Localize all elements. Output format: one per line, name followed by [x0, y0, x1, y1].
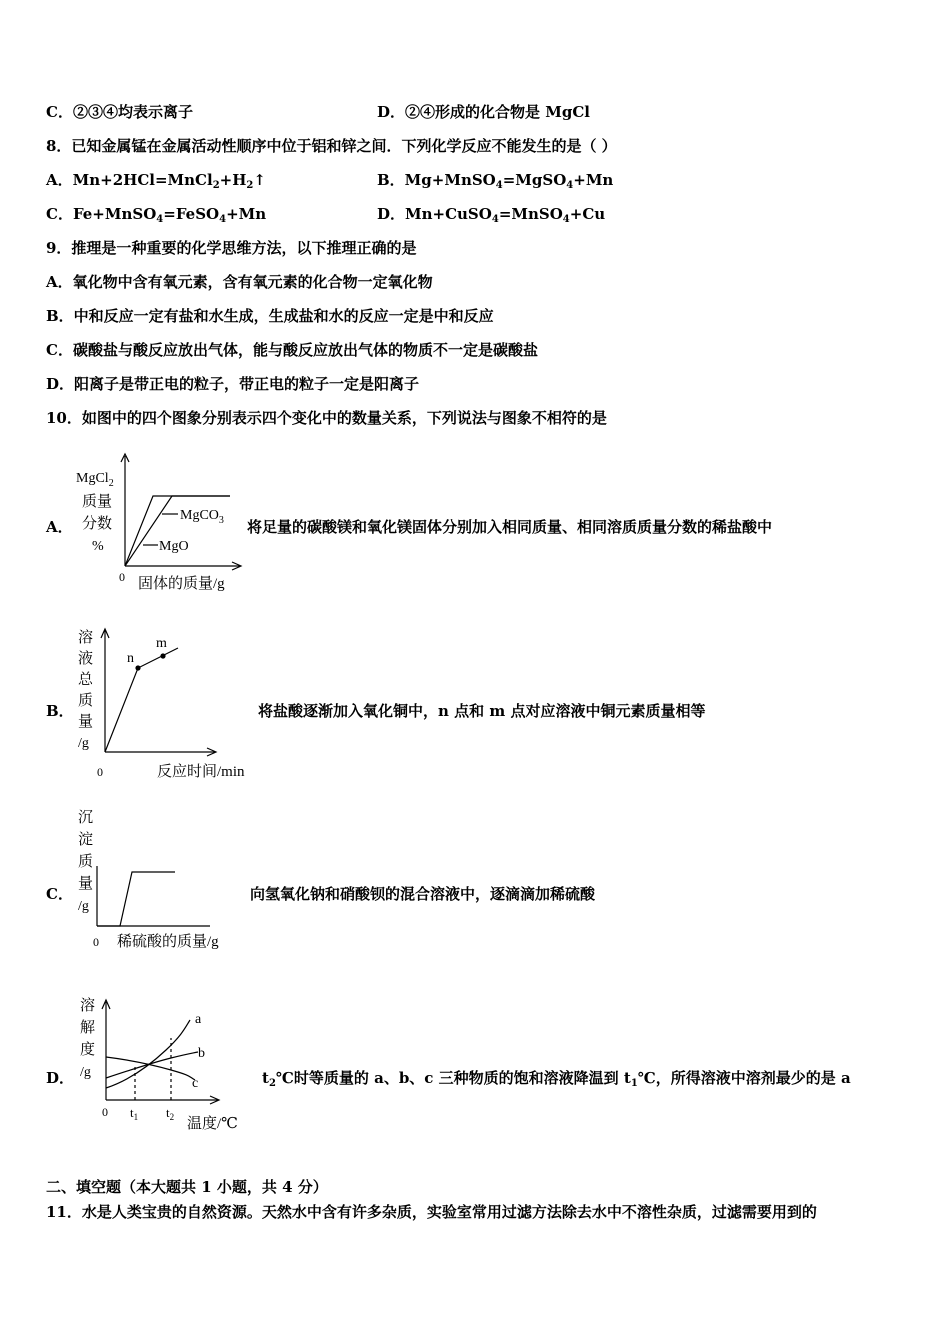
graph-b-ylabel-4: 质	[78, 693, 94, 709]
q9-stem: 9．推理是一种重要的化学思维方法，以下推理正确的是	[46, 239, 417, 257]
graph-c-ylabel-4: 量	[78, 876, 94, 892]
graph-d-ylabel-4: /g	[80, 1065, 91, 1080]
q10-graph-a	[70, 448, 248, 596]
q10-option-b-desc: 将盐酸逐渐加入氧化铜中，n 点和 m 点对应溶液中铜元素质量相等	[258, 702, 706, 720]
graph-c-ylabel-5: /g	[78, 899, 89, 914]
graph-c-ylabel-2: 淀	[78, 832, 94, 848]
graph-d-ylabel-2: 解	[80, 1020, 96, 1036]
q8-option-c: C．Fe+MnSO$_4$=FeSO$_4$+Mn	[46, 205, 267, 225]
q8-option-b: B．Mg+MnSO$_4$=MgSO$_4$+Mn	[377, 171, 614, 191]
graph-d-label-a: a	[195, 1012, 202, 1027]
graph-d-label-c: c	[192, 1076, 199, 1091]
graph-c-xlabel: 稀硫酸的质量/g	[117, 934, 219, 950]
graph-a-series-mgo: MgO	[159, 539, 189, 554]
graph-c-origin: 0	[93, 935, 99, 949]
q8-option-d: D．Mn+CuSO$_4$=MnSO$_4$+Cu	[377, 205, 606, 225]
graph-d-ylabel-1: 溶	[80, 998, 96, 1014]
q10-graph-b	[70, 622, 260, 784]
graph-a-ylabel-3: 分数	[82, 516, 113, 532]
graph-a-series-mgco3: MgCO$_3$	[180, 508, 224, 526]
graph-d-curve-a	[106, 1020, 190, 1088]
q9-option-a: A．氧化物中含有氧元素，含有氧元素的化合物一定氧化物	[46, 273, 433, 291]
graph-d-origin: 0	[102, 1105, 108, 1119]
q10-option-d-desc: $t_2℃$时等质量的 a、b、c 三种物质的饱和溶液降温到 $t_1℃$，所得溶液中溶剂最少的是 a	[262, 1069, 851, 1089]
graph-b-label-m: m	[156, 636, 167, 651]
graph-a-ylabel-1: MgCl$_2$	[76, 471, 114, 489]
graph-c-ylabel-1: 沉	[78, 810, 94, 826]
graph-a-xlabel: 固体的质量/g	[138, 576, 225, 592]
q10-option-d-label: D．	[46, 1069, 75, 1087]
graph-a-line-mgo	[125, 496, 230, 566]
graph-c-ylabel-3: 质	[78, 854, 94, 870]
graph-b-ylabel-2: 液	[78, 651, 94, 667]
q10-stem: 10．如图中的四个图象分别表示四个变化中的数量关系，下列说法与图象不相符的是	[46, 409, 607, 427]
graph-d-curve-c	[106, 1057, 195, 1080]
q10-graph-c	[70, 804, 245, 954]
section-2-title: 二、填空题（本大题共 1 小题，共 4 分）	[46, 1178, 328, 1196]
q11-stem: 11．水是人类宝贵的自然资源。天然水中含有许多杂质，实验室常用过滤方法除去水中不溶性杂质，过滤需要用到的	[46, 1203, 817, 1221]
graph-a-origin: 0	[119, 570, 125, 584]
q10-option-b-label: B．	[46, 702, 74, 720]
graph-b-ylabel-1: 溶	[78, 630, 94, 646]
q8-option-a: A．$Mn+2HCl=MnCl_2+H_2↑$	[46, 171, 266, 191]
graph-b-label-n: n	[127, 651, 134, 666]
graph-b-point-n	[135, 665, 140, 670]
q7-option-d: D．②④形成的化合物是 MgCl	[377, 103, 590, 121]
q10-option-c-desc: 向氢氧化钠和硝酸钡的混合溶液中，逐滴滴加稀硫酸	[250, 885, 596, 903]
q10-option-a-label: A．	[46, 518, 73, 536]
q9-option-b: B．中和反应一定有盐和水生成，生成盐和水的反应一定是中和反应	[46, 307, 494, 325]
graph-c-line	[97, 872, 175, 926]
graph-d-xlabel: 温度/℃	[187, 1116, 238, 1132]
q7-option-c: C．②③④均表示离子	[46, 103, 193, 121]
graph-a-line-mgco3	[125, 496, 230, 566]
graph-b-origin: 0	[97, 765, 103, 779]
graph-d-tick-t2: $t_2$	[166, 1105, 175, 1122]
graph-a-ylabel-4: %	[92, 539, 104, 554]
graph-b-line	[105, 648, 178, 752]
graph-b-xlabel: 反应时间/min	[157, 764, 245, 780]
graph-d-ylabel-3: 度	[80, 1042, 96, 1058]
q8-stem: 8．已知金属锰在金属活动性顺序中位于铝和锌之间．下列化学反应不能发生的是（ ）	[46, 137, 617, 155]
q10-graph-d	[70, 990, 260, 1140]
graph-b-ylabel-5: 量	[78, 714, 94, 730]
graph-d-label-b: b	[198, 1046, 205, 1061]
graph-b-ylabel-6: /g	[78, 736, 89, 751]
q10-option-a-desc: 将足量的碳酸镁和氧化镁固体分别加入相同质量、相同溶质质量分数的稀盐酸中	[247, 518, 773, 536]
graph-b-point-m	[160, 653, 165, 658]
graph-b-ylabel-3: 总	[78, 672, 94, 688]
graph-d-tick-t1: $t_1$	[130, 1105, 139, 1122]
graph-a-ylabel-2: 质量	[82, 494, 113, 510]
q10-option-c-label: C．	[46, 885, 73, 903]
q9-option-d: D．阳离子是带正电的粒子，带正电的粒子一定是阳离子	[46, 375, 420, 393]
q9-option-c: C．碳酸盐与酸反应放出气体，能与酸反应放出气体的物质不一定是碳酸盐	[46, 341, 538, 359]
